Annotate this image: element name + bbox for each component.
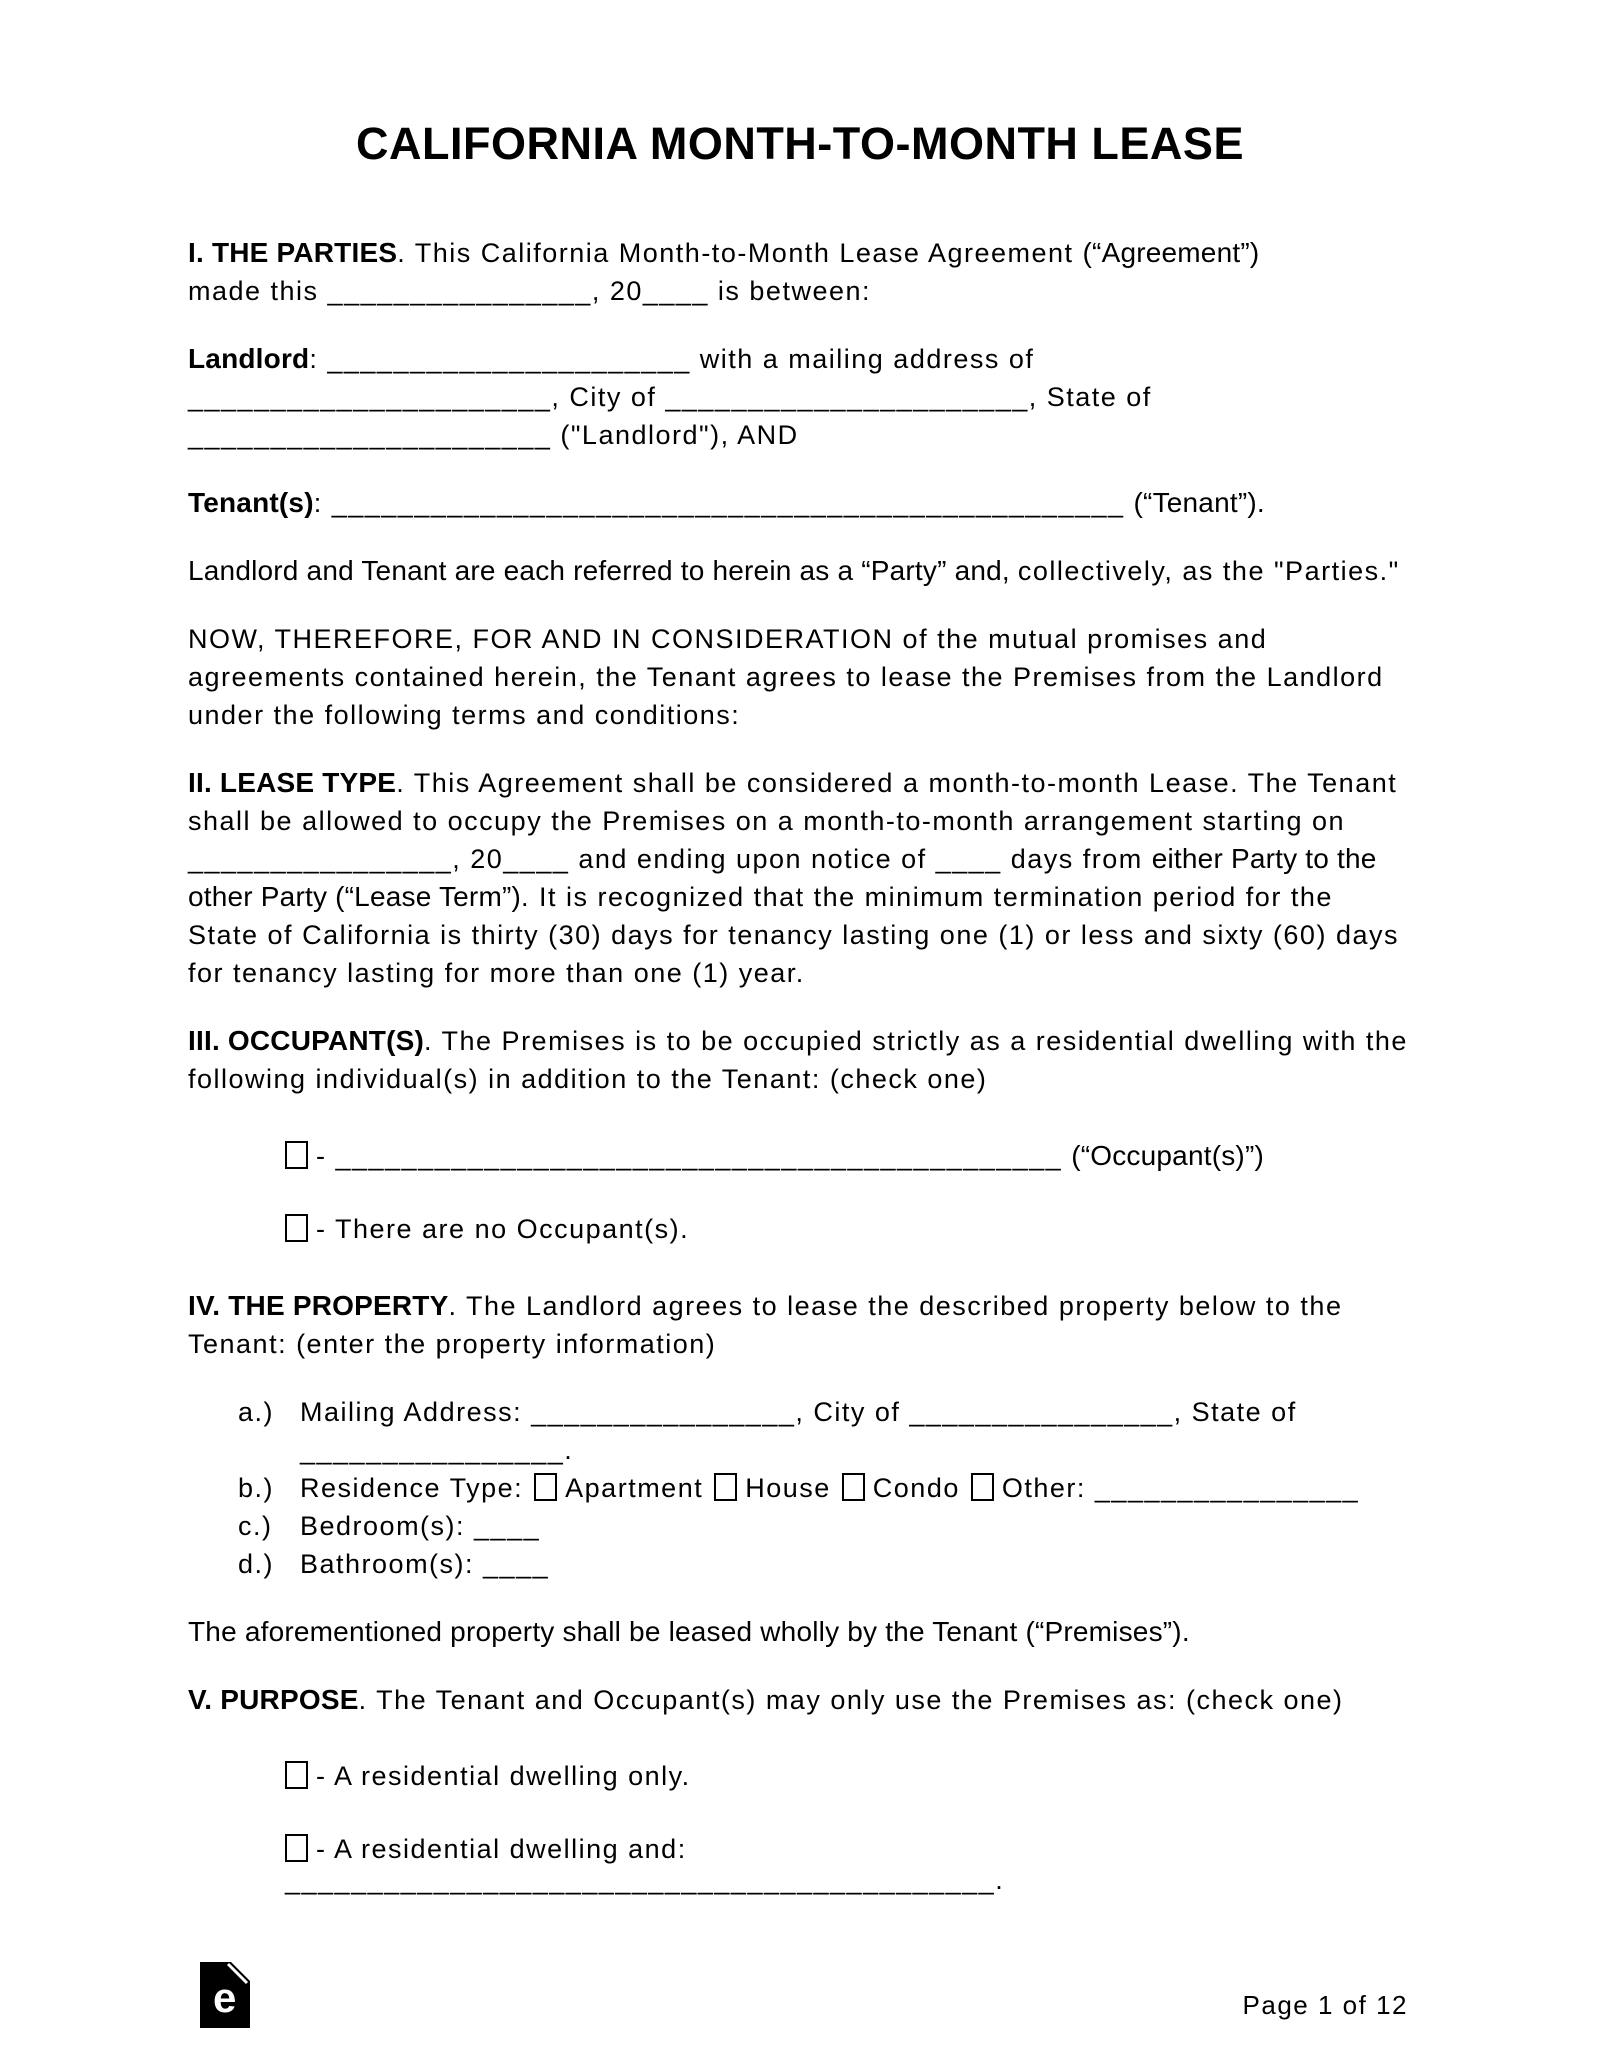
residence-house-label: House [745,1473,831,1503]
parties-intro-text: . This California Month-to-Month Lease Agreement [397,238,1083,268]
tenant-name-blank: : ________________________________________________ [313,488,1134,518]
property-body-text: . The Landlord agrees to lease the described property below to the Tenant: (enter the property information) [188,1291,1343,1359]
property-mailing-address-blanks: Mailing Address: ________________, City of ________________, State of ________________. [300,1397,1297,1465]
party-clause-text: Landlord and Tenant are each referred to herein as a “Party” and, [188,555,1018,586]
property-detail-list [188,1393,1412,1583]
section-occupants [188,1022,1412,1098]
section-purpose [188,1681,1412,1719]
property-bathrooms-blank: Bathroom(s): ____ [300,1549,550,1579]
occupants-body-text: . The Premises is to be occupied strictly as a residential dwelling with the following individual(s) in addition to the Tenant: (check one) [188,1026,1408,1094]
landlord-label: Landlord [188,343,310,374]
property-residence-type-options [300,1469,1412,1507]
landlord-state-blank-line: ______________________ ("Landlord"), AND [188,420,799,450]
property-item-bedrooms [188,1507,1412,1545]
occupants-option-none [188,1214,1412,1245]
occupants-option-named [188,1140,1412,1172]
section-property [188,1287,1412,1363]
purpose-option-residential-only [188,1761,1412,1792]
property-item-c-label: c.) [238,1511,273,1541]
section-parties-intro [188,234,1412,310]
eforms-logo-letter: e [213,1974,237,2021]
residence-other-checkbox[interactable] [971,1473,994,1501]
section-purpose-heading: V. PURPOSE [188,1684,359,1715]
occupants-none-text: - There are no Occupant(s). [316,1214,690,1244]
residence-other-label: Other: ________________ [1001,1473,1360,1503]
occupants-none-checkbox[interactable] [285,1214,308,1242]
property-item-bathrooms [188,1545,1412,1583]
tenant-block [188,484,1412,522]
purpose-body-text: . The Tenant and Occupant(s) may only use the Premises as: (check one) [358,1685,1344,1715]
lease-term-reference: either Party to the other Party (“Lease Term”) [188,843,1377,912]
property-item-b-label: b.) [238,1473,275,1503]
section-property-heading: IV. THE PROPERTY [188,1290,449,1321]
residence-apartment-checkbox[interactable] [534,1473,557,1501]
property-item-d-label: d.) [238,1549,275,1579]
agreement-reference: (“Agreement”) [1082,237,1260,268]
premises-clause-paragraph [188,1613,1412,1651]
purpose-residential-only-text: - A residential dwelling only. [316,1761,691,1791]
landlord-block [188,340,1412,454]
occupants-named-checkbox[interactable] [285,1141,308,1169]
tenant-reference: (“Tenant”). [1133,487,1265,518]
residence-type-label: Residence Type: [300,1473,524,1503]
premises-clause-text: The aforementioned property shall be leased wholly by the Tenant (“Premises”). [188,1616,1190,1647]
property-item-a-label: a.) [238,1397,275,1427]
page-number-label: Page 1 of 12 [1242,1990,1408,2020]
lease-type-text-2: . It is recognized that the minimum termination period for the State of California is thirty (30) days for tenancy lasting one (1) or less and sixty (60) days for tenancy lasting for more than one (1) year. [188,882,1399,988]
property-item-mailing-address [188,1393,1412,1469]
section-parties-heading: I. THE PARTIES [188,237,398,268]
consideration-text: NOW, THEREFORE, FOR AND IN CONSIDERATION of the mutual promises and agreements contained herein, the Tenant agrees to lease the Premises from the Landlord under the following terms and conditions: [188,624,1384,730]
consideration-paragraph [188,620,1412,734]
residence-condo-checkbox[interactable] [842,1473,865,1501]
parties-clause-text: collectively, as the "Parties." [1017,556,1400,586]
section-lease-type [188,764,1412,992]
document-title: CALIFORNIA MONTH-TO-MONTH LEASE [356,118,1244,169]
occupants-reference: (“Occupant(s)”) [1071,1140,1264,1171]
tenant-label: Tenant(s) [188,487,314,518]
purpose-option-residential-and [188,1834,1412,1896]
landlord-address-blank-line: ______________________, City of ______________________, State of [188,382,1152,412]
residence-condo-label: Condo [872,1473,960,1503]
lease-type-text-1: . This Agreement shall be considered a month-to-month Lease. The Tenant shall be allowed to occupy the Premises on a month-to-month arrangement starting on ________________, 20____ and ending upon notice of ____ days from [188,768,1398,874]
purpose-residential-only-checkbox[interactable] [285,1761,308,1789]
section-occupants-heading: III. OCCUPANT(S) [188,1025,425,1056]
section-lease-type-heading: II. LEASE TYPE [188,767,397,798]
occupants-named-blank: - ____________________________________________ [316,1141,1072,1171]
party-definition-paragraph [188,552,1412,590]
residence-house-checkbox[interactable] [714,1473,737,1501]
property-bedrooms-blank: Bedroom(s): ____ [300,1511,541,1541]
purpose-residential-and-text: - A residential dwelling and: ___________________________________________. [285,1834,1005,1895]
purpose-residential-and-checkbox[interactable] [285,1834,308,1862]
residence-apartment-label: Apartment [565,1473,704,1503]
property-item-residence-type [188,1469,1412,1507]
made-this-date-line: made this ________________, 20____ is between: [188,276,871,306]
eforms-logo-icon [200,1962,250,2028]
landlord-name-blank-line: : ______________________ with a mailing address of [309,344,1035,374]
